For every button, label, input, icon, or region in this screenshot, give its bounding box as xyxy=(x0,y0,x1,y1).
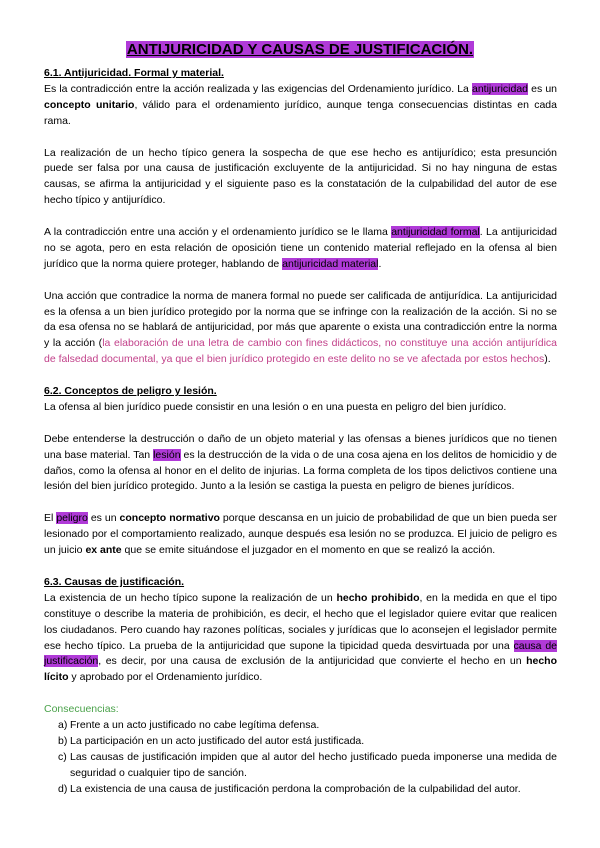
list-marker: a) xyxy=(58,719,68,732)
highlight-peligro: peligro xyxy=(56,512,88,525)
paragraph-6-2-lesion xyxy=(44,432,557,496)
paragraph-6-3-justification xyxy=(44,591,557,686)
text-run: ). xyxy=(544,353,551,366)
example-text: la elaboración de una letra de cambio con fines didácticos, no constituye una acción antijurídica de falsedad documental, ya que el bien jurídico protegido en este delito no se ve afectada por estos hechos xyxy=(44,337,557,366)
consequences-list xyxy=(44,718,557,798)
consequence-text: La existencia de una causa de justificación perdona la comprobación de la culpabilidad del autor. xyxy=(70,782,521,795)
section-heading-6-2: 6.2. Conceptos de peligro y lesión. xyxy=(44,385,217,398)
consequence-text: Frente a un acto justificado no cabe legítima defensa. xyxy=(70,719,320,732)
text-run: El xyxy=(44,512,57,525)
bold-hecho-licito: hecho lícito xyxy=(44,655,557,684)
section-heading-6-1: 6.1. Antijuricidad. Formal y material. xyxy=(44,67,224,79)
paragraph-6-1-formal-material xyxy=(44,225,557,273)
consequence-item xyxy=(44,750,557,782)
text-run: . xyxy=(378,257,382,270)
consequence-text: La participación en un acto justificado del autor está justificada. xyxy=(70,734,365,747)
highlight-antijuricidad-material: antijuricidad material xyxy=(282,257,379,270)
section-heading-6-3: 6.3. Causas de justificación. xyxy=(44,575,185,588)
paragraph-6-1-definition xyxy=(44,82,557,130)
document-body xyxy=(44,66,557,798)
text-run: , válido para el ordenamiento jurídico, aunque tenga consecuencias distintas en cada rama. xyxy=(44,98,557,127)
consequences-label: Consecuencias: xyxy=(44,703,119,716)
highlight-antijuricidad-formal: antijuricidad formal xyxy=(391,226,480,239)
text-run: porque descansa en un juicio de probabilidad de que un bien pueda ser lesionado por el comportamiento realizado, aunque después esa lesión no se produzca. El juicio de peligro es un juicio xyxy=(44,512,557,557)
bold-ex-ante: ex ante xyxy=(85,544,122,557)
text-run: , en la medida en que el tipo constituye o describe la materia de prohibición, es decir, el hecho que el legislador quiere evitar que realicen los ciudadanos. Pero cuando hay razones políticas, sociales y jurídicas que lo aconsejen el legislador permite ese hecho típico. La prueba de la antijuricidad que supone la tipicidad queda desvirtuada por una xyxy=(44,591,557,652)
text-run: y aprobado por el Ordenamiento jurídico. xyxy=(68,671,263,684)
consequence-item xyxy=(44,718,557,734)
text-run: Una acción que contradice la norma de manera formal no puede ser calificada de antijurídica. La antijuricidad es la ofensa a un bien jurídico protegido por la norma que se infringe con la realización de la acción. Si no se da esa ofensa no se hablará de antijuricidad, por más que aparente o exista una contradicción entre la norma y la acción ( xyxy=(44,289,557,350)
text-run: es un xyxy=(87,512,120,525)
bold-hecho-prohibido: hecho prohibido xyxy=(336,591,420,604)
document-title xyxy=(0,40,600,60)
list-marker: c) xyxy=(58,750,67,763)
list-marker: b) xyxy=(58,734,68,747)
consequence-item xyxy=(44,782,557,798)
highlight-antijuricidad: antijuricidad xyxy=(471,82,529,95)
text-run: es la destrucción de la vida o de una cosa ajena en los delitos de homicidio y de daños, como la ofensa al honor en el delito de injurias. La forma completa de los tipos delictivos contiene una lesión del bien jurídico protegido. Junto a la lesión se castiga la puesta en peligro de bienes jurídicos. xyxy=(44,448,557,493)
list-marker: d) xyxy=(58,782,68,795)
bold-concepto-normativo: concepto normativo xyxy=(119,512,220,525)
highlight-lesion: lesión xyxy=(153,448,181,461)
text-run: La existencia de un hecho típico supone la realización de un xyxy=(44,591,337,604)
bold-concepto-unitario: concepto unitario xyxy=(44,98,135,111)
text-run: A la contradicción entre una acción y el ordenamiento jurídico se le llama xyxy=(44,226,392,239)
document-title-text: ANTIJURICIDAD Y CAUSAS DE JUSTIFICACIÓN. xyxy=(126,41,474,58)
text-run: , es decir, por una causa de exclusión de la antijuricidad que convierte el hecho en un xyxy=(98,655,527,668)
highlight-causa-de-justificacion: causa de justificación xyxy=(44,639,558,668)
text-run: es un xyxy=(528,82,557,95)
consequence-text: Las causas de justificación impiden que al autor del hecho justificado pueda imponerse una medida de seguridad o cualquier tipo de sanción. xyxy=(70,750,557,779)
text-run: . La antijuricidad no se agota, pero en esta relación de oposición tiene un contenido material reflejado en la ofensa al bien jurídico que la norma quiere proteger, hablando de xyxy=(44,226,558,270)
paragraph-6-1-presumption: La realización de un hecho típico genera la sospecha de que ese hecho es antijurídico; esta presunción puede ser falsa por una causa de justificación excluyente de la antijuricidad. Si no hay ninguna de estas causas, se afirma la antijuricidad y el siguiente paso es la constatación de la culpabilidad del autor de ese hecho típico y antijurídico. xyxy=(44,146,557,207)
text-run: Debe entenderse la destrucción o daño de un objeto material y las ofensas a bienes jurídicos que no tienen una base material. Tan xyxy=(44,432,557,461)
paragraph-6-2-peligro xyxy=(44,511,557,559)
paragraph-6-2-intro: La ofensa al bien jurídico puede consistir en una lesión o en una puesta en peligro del bien jurídico. xyxy=(44,400,507,413)
paragraph-6-1-example xyxy=(44,289,557,369)
consequence-item xyxy=(44,734,557,750)
text-run: Es la contradicción entre la acción realizada y las exigencias del Ordenamiento jurídico. La xyxy=(44,82,472,95)
text-run: que se emite situándose el juzgador en el momento en que se realizó la acción. xyxy=(121,544,496,557)
